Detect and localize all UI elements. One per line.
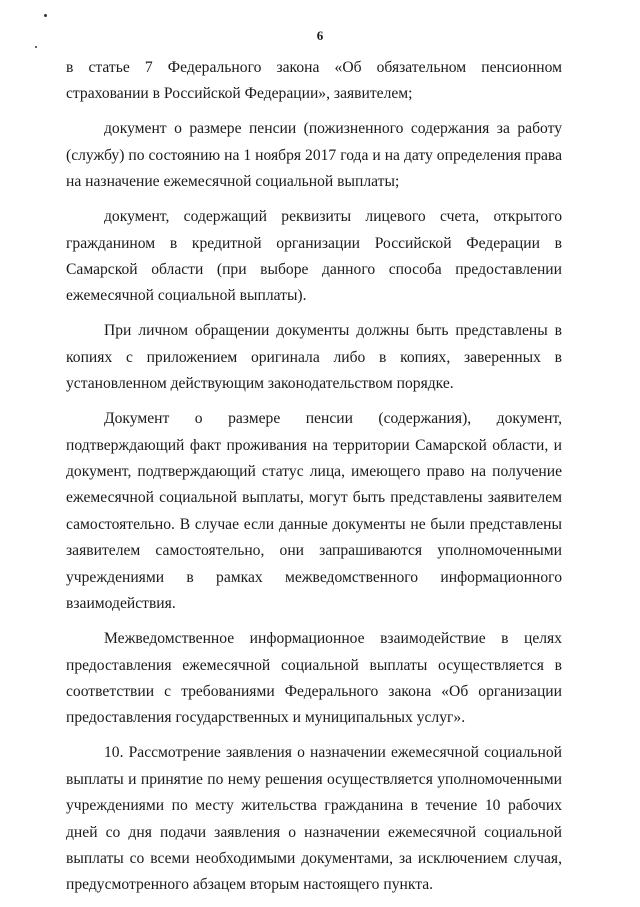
- page-number: 6: [316, 28, 324, 43]
- scan-speck: [35, 46, 37, 48]
- document-body: [66, 55, 562, 907]
- paragraph-interagency-interaction: Межведомственное информационное взаимодействие в целях предоставления ежемесячной социальной выплаты осуществляется в соответствии с требованиями Федерального закона «Об организации предоставления государственных и муниципальных услуг».: [66, 630, 562, 727]
- scan-speck: [44, 14, 47, 17]
- paragraph-personal-appeal: При личном обращении документы должны быть представлены в копиях с приложением оригинала либо в копиях, заверенных в установленном действующим законодательством порядке.: [66, 322, 562, 393]
- paragraph-continuation: в статье 7 Федерального закона «Об обязательном пенсионном страховании в Российской Федерации», заявителем;: [66, 59, 562, 103]
- paragraph-pension-document: документ о размере пенсии (пожизненного содержания за работу (службу) по состоянию на 1 ноября 2017 года и на дату определения права на назначение ежемесячной социальной выплаты;: [66, 120, 562, 191]
- paragraph-account-details: документ, содержащий реквизиты лицевого счета, открытого гражданином в кредитной организации Российской Федерации в Самарской области (при выборе данного способа предоставлении ежемесячной социальной выплаты).: [66, 208, 562, 305]
- paragraph-item-10: 10. Рассмотрение заявления о назначении ежемесячной социальной выплаты и принятие по нему решения осуществляется уполномоченными учреждениями по месту жительства гражданина в течение 10 рабочих дней со дня подачи заявления о назначении ежемесячной социальной выплаты со всеми необходимыми документами, за исключением случая, предусмотренного абзацем вторым настоящего пункта.: [66, 744, 562, 894]
- paragraph-documents-self-submission: Документ о размере пенсии (содержания), документ, подтверждающий факт проживания на территории Самарской области, и документ, подтверждающий статус лица, имеющего право на получение ежемесячной социальной выплаты, могут быть представлены заявителем самостоятельно. В случае если данные документы не были представлены заявителем самостоятельно, они запрашиваются уполномоченными учреждениями в рамках межведомственного информационного взаимодействия.: [66, 410, 562, 613]
